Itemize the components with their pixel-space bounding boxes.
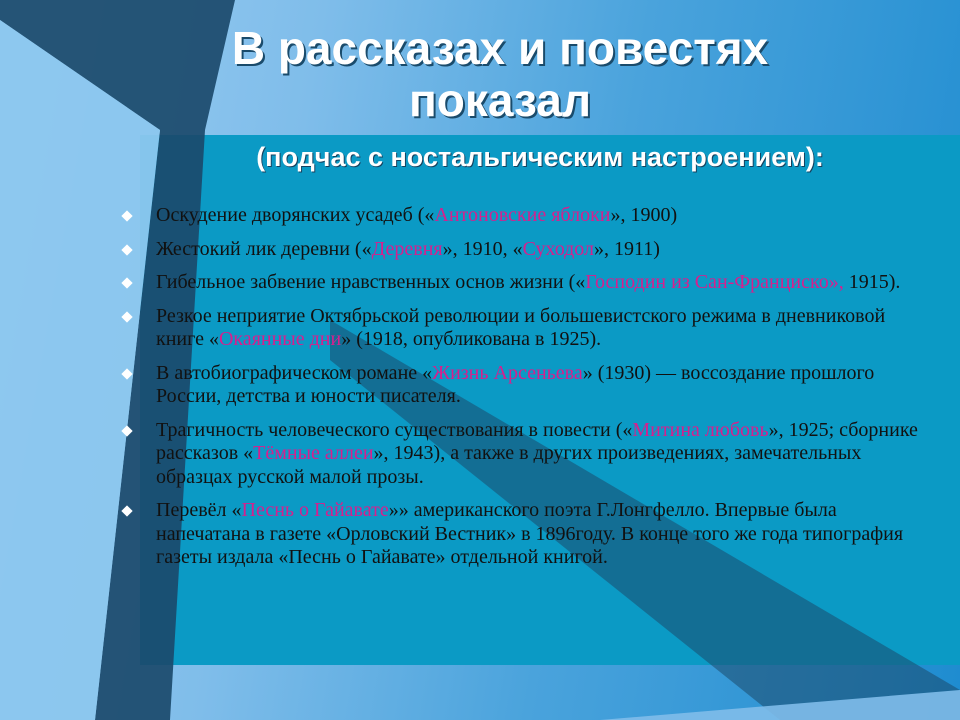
work-title-link[interactable]: Антоновские яблоки [434, 204, 611, 226]
work-title-link[interactable]: Митина любовь [632, 418, 769, 441]
diamond-bullet-icon [121, 425, 132, 436]
work-title-link[interactable]: Жизнь Арсеньева [432, 361, 583, 384]
bullet-item [120, 305, 920, 352]
bullet-text: »» американского поэта Г.Лонгфелло. Впервые была напечатана в газете «Орловский Вестник» в 1896году. В конце того же года типография газеты издала «Песнь о Гайавате» отдельной книгой. [156, 499, 904, 568]
bullet-text: », 1925; сборнике рассказов « [156, 418, 918, 464]
bullet-item [120, 362, 920, 409]
diamond-bullet-icon [121, 277, 132, 288]
diamond-bullet-icon [121, 311, 132, 322]
diamond-bullet-icon [121, 244, 132, 255]
bullet-text: Перевёл « [156, 499, 242, 521]
bullet-text: », 1911) [594, 237, 660, 260]
work-title-link[interactable]: Окаянные дни [218, 328, 342, 350]
bullet-text: » (1918, опубликована в 1925). [341, 328, 602, 350]
diamond-bullet-icon [121, 368, 132, 379]
bullet-item [120, 499, 920, 570]
bullet-text: Резкое неприятие Октябрьской революции и большевистского режима в дневниковой книге « [156, 304, 886, 350]
bullet-text: » (1930) — воссоздание прошлого России, детства и юности писателя. [156, 361, 875, 407]
bullet-text: В автобиографическом романе « [156, 361, 433, 384]
bullet-text: Гибельное забвение нравственных основ жизни (« [156, 271, 586, 293]
work-title-link[interactable]: Тёмные аллеи [253, 442, 374, 464]
bullet-text: Жестокий лик деревни (« [156, 237, 372, 260]
work-title-link[interactable]: Господин из Сан-Франциско», [585, 271, 844, 293]
work-title-link[interactable]: Деревня [371, 237, 443, 260]
slide-subtitle: (подчас с ностальгическим настроением): [256, 142, 824, 172]
bullet-list [120, 204, 920, 580]
slide-title: В рассказах и повестях показал [231, 22, 769, 126]
bullet-item [120, 238, 920, 262]
bullet-text: », 1943), а также в других произведениях, замечательных образцах русской малой прозы. [156, 442, 862, 488]
bullet-text: 1915). [843, 271, 901, 293]
bullet-text: Оскудение дворянских усадеб (« [156, 204, 435, 226]
bullet-item [120, 419, 920, 490]
bullet-text: », 1900) [610, 204, 678, 226]
bullet-item [120, 204, 920, 228]
diamond-bullet-icon [121, 210, 132, 221]
work-title-link[interactable]: Суходол [522, 237, 595, 260]
bullet-text: », 1910, « [442, 237, 523, 260]
work-title-link[interactable]: Песнь о Гайавате [241, 499, 389, 521]
bullet-text: Трагичность человеческого существования в повести (« [156, 418, 633, 441]
bullet-item [120, 271, 920, 295]
diamond-bullet-icon [121, 505, 132, 516]
